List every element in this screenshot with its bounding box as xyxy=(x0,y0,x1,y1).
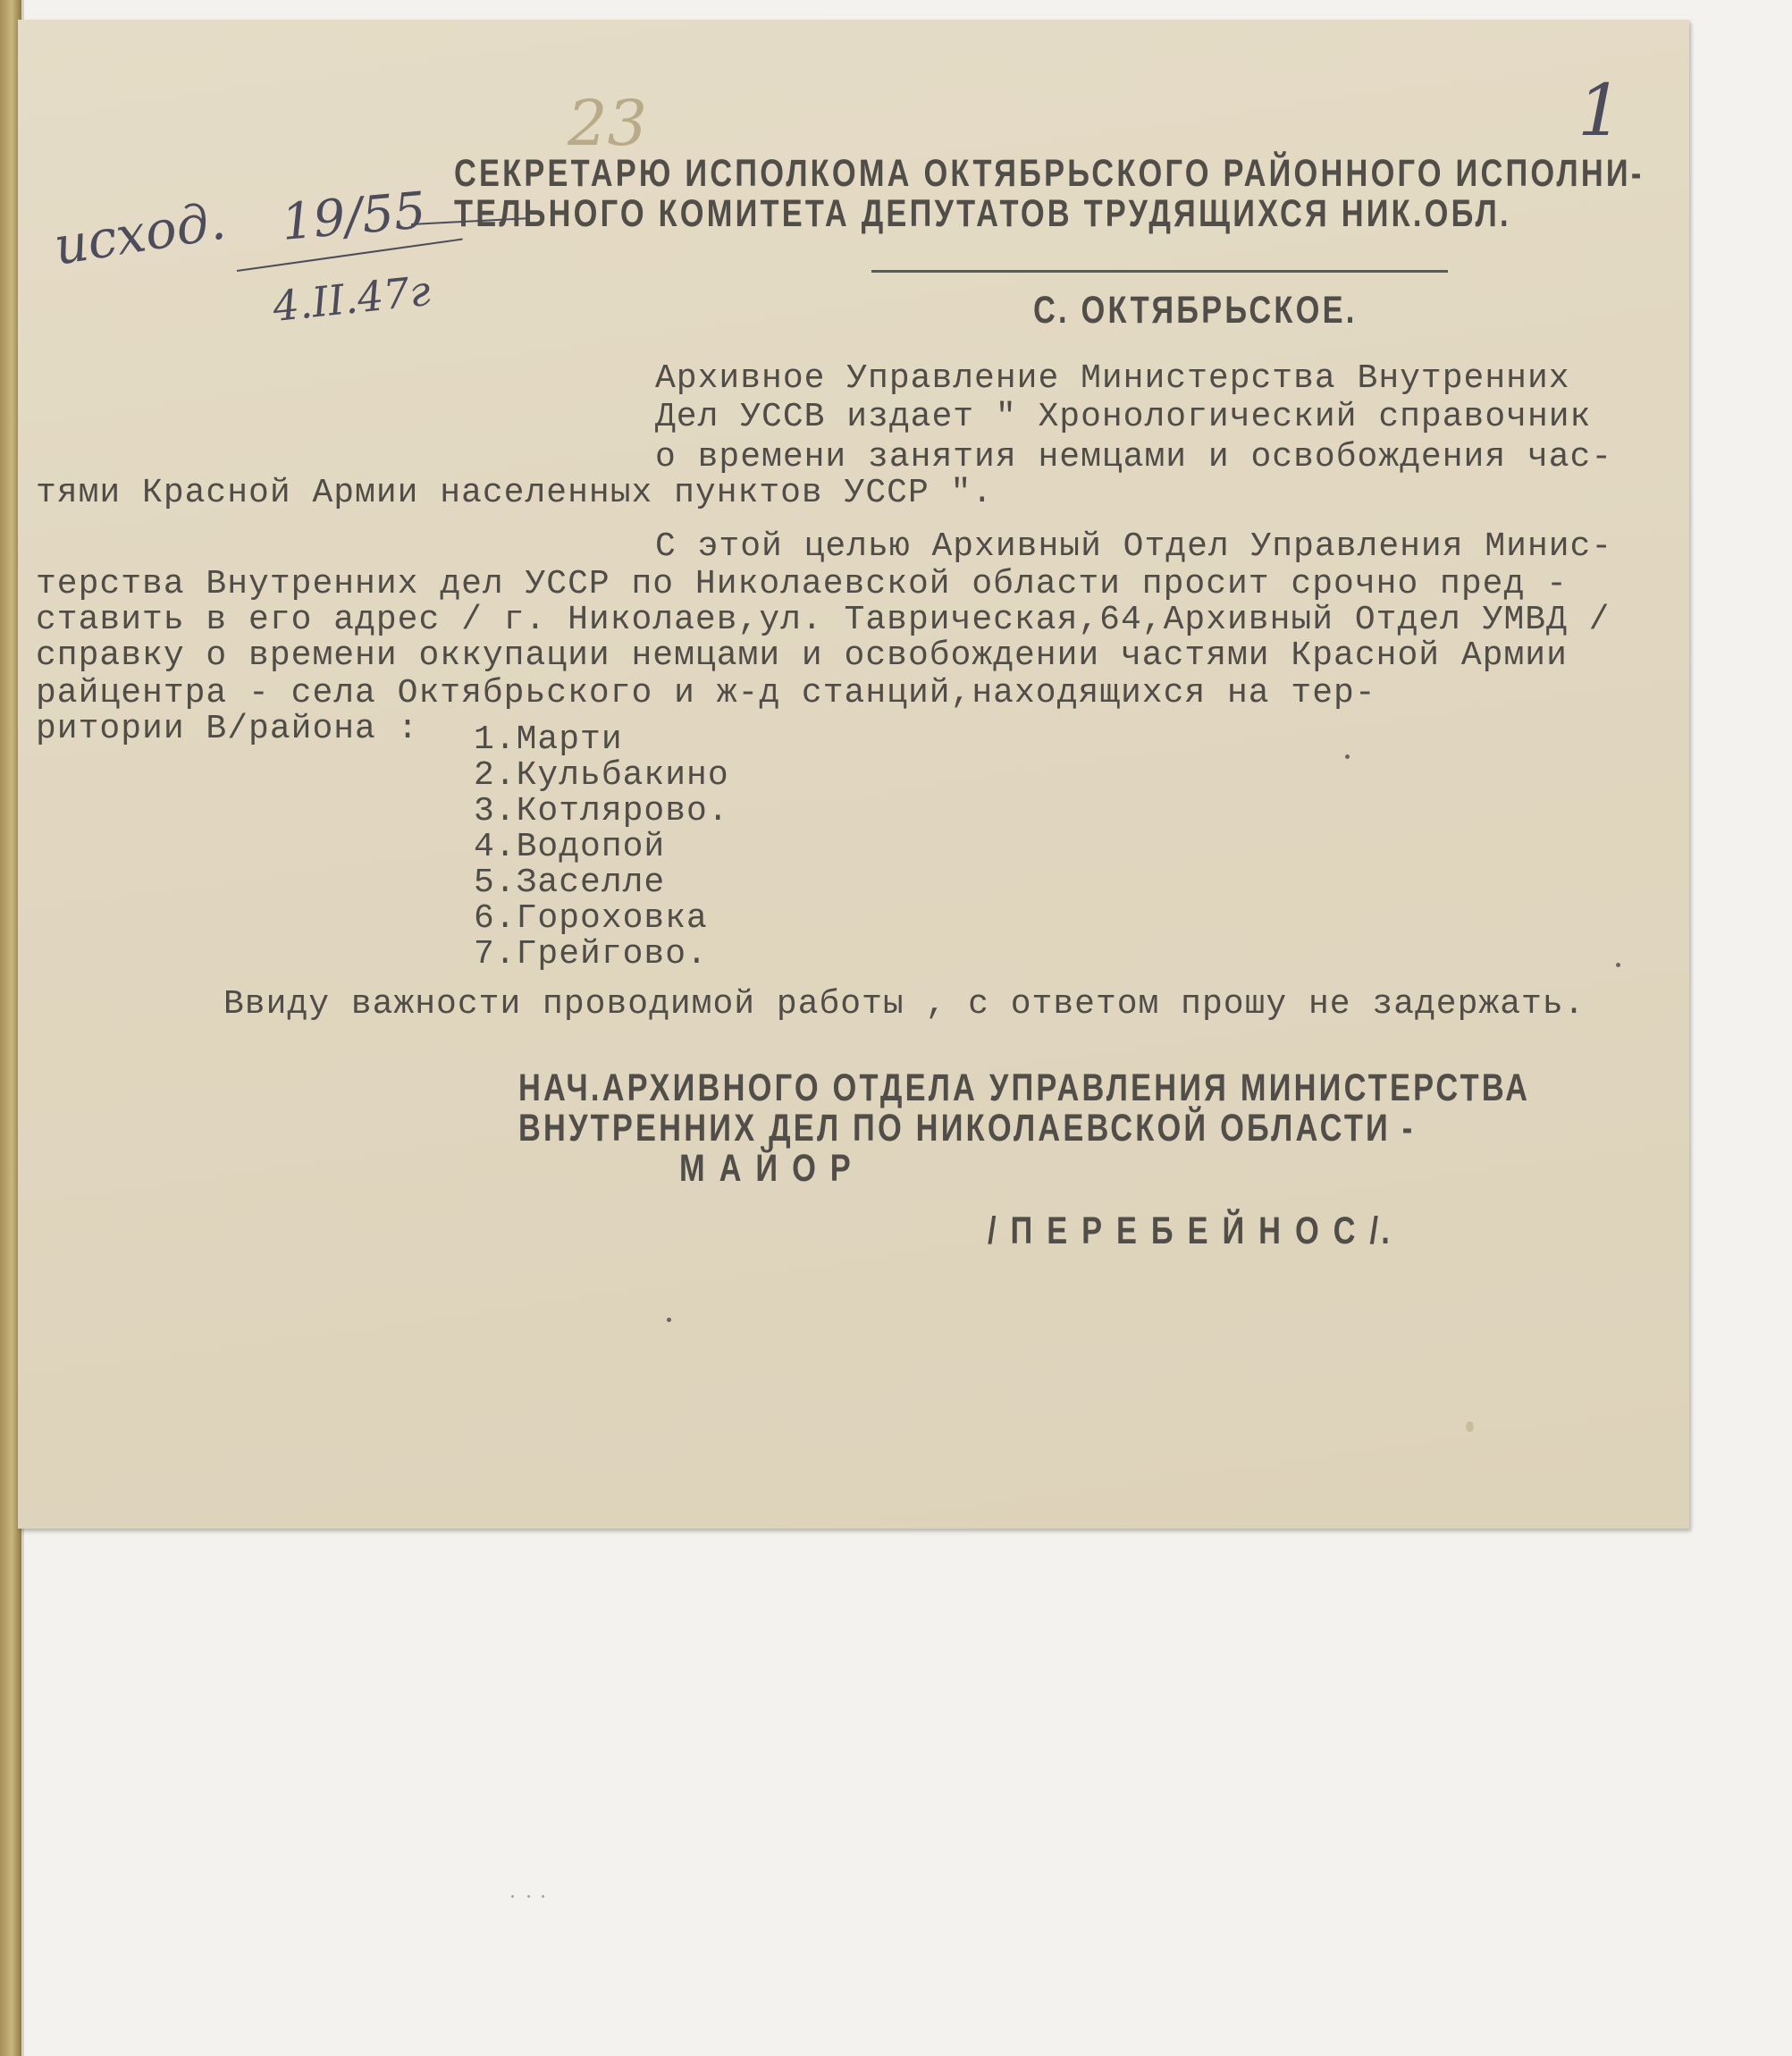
para2-line-5: райцентра - села Октябрьского и ж-д станций,находящихся на тер- xyxy=(36,674,1376,712)
para2-line-4: справку о времени оккупации немцами и освобождении частями Красной Армии xyxy=(36,636,1568,675)
para1-line-2: Дел УССВ издает " Хронологический справочник xyxy=(655,398,1592,436)
para1-line-1: Архивное Управление Министерства Внутренних xyxy=(655,359,1570,398)
background-speck xyxy=(542,1895,544,1898)
header-rule xyxy=(871,270,1448,273)
list-item: 6.Гороховка xyxy=(474,899,708,938)
signature-line-1: НАЧ.АРХИВНОГО ОТДЕЛА УПРАВЛЕНИЯ МИНИСТЕРСТВА xyxy=(518,1066,1531,1109)
para2-line-1: С этой целью Архивный Отдел Управления Минис- xyxy=(655,527,1613,566)
signature-name: / П Е Р Е Б Е Й Н О С /. xyxy=(988,1209,1392,1252)
outgoing-label: исход. xyxy=(49,190,230,277)
para1-line-4: тями Красной Армии населенных пунктов УССР ". xyxy=(36,474,994,512)
places-list xyxy=(474,722,729,973)
page-number-mark: 1 xyxy=(1577,69,1623,152)
addressee-line-1: СЕКРЕТАРЮ ИСПОЛКОМА ОКТЯБРЬСКОГО РАЙОННОГО ИСПОЛНИ- xyxy=(454,152,1645,195)
para2-line-3: ставить в его адрес / г. Николаев,ул. Таврическая,64,Архивный Отдел УМВД / xyxy=(36,601,1611,639)
background-speck xyxy=(527,1895,530,1898)
signature-line-2: ВНУТРЕННИХ ДЕЛ ПО НИКОЛАЕВСКОЙ ОБЛАСТИ - xyxy=(518,1107,1416,1150)
paper-speck xyxy=(667,1318,671,1322)
outgoing-number: 19/55 xyxy=(279,181,428,252)
place-line: С. ОКТЯБРЬСКОЕ. xyxy=(1033,289,1358,332)
paper-speck xyxy=(1345,754,1350,759)
outgoing-date: 4.II.47г xyxy=(270,265,433,332)
list-item: 3.Котлярово. xyxy=(474,792,729,830)
closing-line: Ввиду важности проводимой работы , с ответом прошу не задержать. xyxy=(223,985,1586,1024)
para1-line-3: о времени занятия немцами и освобождения час- xyxy=(655,438,1613,476)
signature-rank: М А Й О Р xyxy=(679,1147,854,1190)
para2-line-2: терства Внутренних дел УССР по Николаевской области просит срочно пред - xyxy=(36,565,1568,603)
list-item: 7.Грейгово. xyxy=(474,935,708,973)
para2-line-6: ритории В/района : xyxy=(36,710,419,748)
background-speck xyxy=(511,1895,514,1898)
paper-speck xyxy=(1466,1421,1474,1432)
document-sheet xyxy=(18,20,1689,1529)
paper-speck xyxy=(1616,963,1620,967)
list-item: 1.Марти xyxy=(474,720,623,759)
list-item: 5.Заселле xyxy=(474,864,666,902)
list-item: 4.Водопой xyxy=(474,828,666,866)
addressee-line-2: ТЕЛЬНОГО КОМИТЕТА ДЕПУТАТОВ ТРУДЯЩИХСЯ НИК.ОБЛ. xyxy=(454,192,1511,235)
list-item: 2.Кульбакино xyxy=(474,756,729,795)
file-number-mark: 23 xyxy=(568,87,648,160)
